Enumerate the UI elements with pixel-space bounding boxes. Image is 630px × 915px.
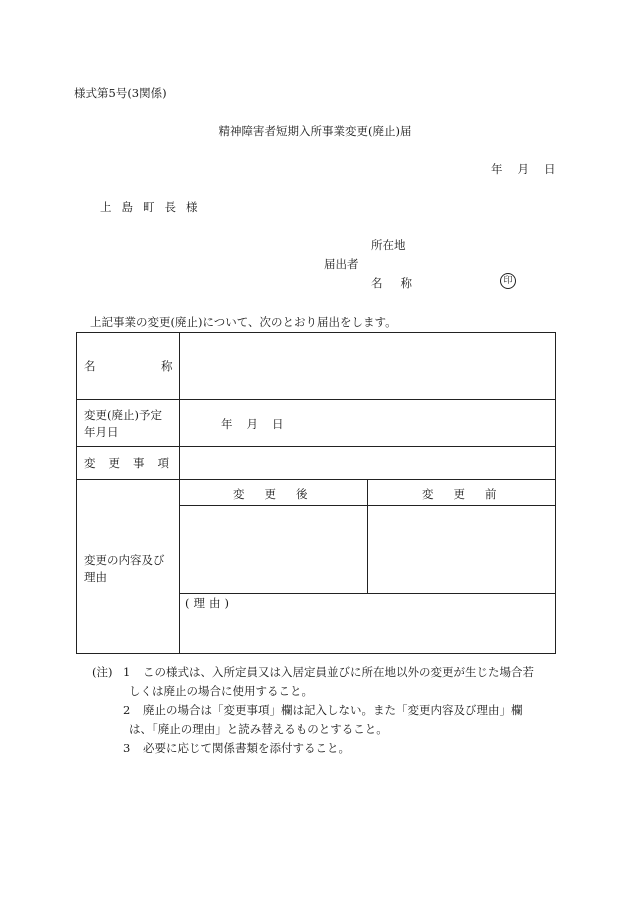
- label-column-divider: [179, 333, 180, 653]
- note-2-line-2: は、「廃止の理由」と読み替えるものとすること。: [129, 722, 388, 736]
- name-row-label-a: 名: [84, 359, 96, 373]
- date-year-label: 年: [491, 162, 503, 176]
- row-divider-2: [77, 446, 555, 447]
- intro-text: 上記事業の変更(廃止)について、次のとおり届出をします。: [90, 315, 397, 329]
- addressee: 上島町長様: [100, 200, 208, 214]
- note-1-line-2: しくは廃止の場合に使用すること。: [129, 684, 313, 698]
- scheduled-date-label-1: 変更(廃止)予定: [84, 408, 162, 422]
- reason-input[interactable]: [181, 613, 553, 651]
- scheduled-month-label: 月: [246, 417, 258, 431]
- reason-label: (理由): [185, 596, 233, 610]
- notes-prefix: (注): [92, 665, 113, 679]
- row-divider-3: [77, 479, 555, 480]
- reason-divider: [179, 593, 555, 594]
- change-item-label: 変更事項: [84, 456, 182, 470]
- applicant-name-label: 名称: [371, 276, 430, 290]
- scheduled-day-label: 日: [272, 417, 284, 431]
- change-form-table: [76, 332, 556, 654]
- seal-mark: 印: [500, 273, 516, 289]
- note-3-line-1: 必要に応じて関係書類を添付すること。: [143, 741, 350, 755]
- date-day-label: 日: [544, 162, 556, 176]
- note-3-number: 3: [123, 741, 131, 755]
- note-2-line-1: 廃止の場合は「変更事項」欄は記入しない。また「変更内容及び理由」欄: [143, 703, 523, 717]
- after-change-header: 変更後: [233, 487, 328, 501]
- content-label-2: 理由: [84, 570, 107, 584]
- document-title: 精神障害者短期入所事業変更(廃止)届: [218, 124, 412, 138]
- scheduled-year-label: 年: [221, 417, 233, 431]
- before-change-header: 変更前: [422, 487, 517, 501]
- name-row-label-b: 称: [161, 359, 173, 373]
- form-code: 様式第5号(3関係): [74, 86, 167, 100]
- scheduled-date-label-2: 年月日: [84, 425, 119, 439]
- scheduled-date-value[interactable]: [221, 416, 284, 432]
- note-1-line-1: この様式は、入所定員又は入居定員並びに所在地以外の変更が生じた場合若: [143, 665, 534, 679]
- date-month-label: 月: [517, 162, 529, 176]
- before-change-input[interactable]: [369, 507, 554, 592]
- change-item-input[interactable]: [181, 448, 553, 478]
- after-change-input[interactable]: [181, 507, 366, 592]
- content-label-1: 変更の内容及び: [84, 553, 165, 567]
- address-label: 所在地: [371, 238, 406, 252]
- submission-date: [491, 161, 556, 177]
- note-1-number: 1: [123, 665, 131, 679]
- notifier-label: 届出者: [324, 257, 359, 271]
- row-divider-1: [77, 399, 555, 400]
- note-2-number: 2: [123, 703, 131, 717]
- before-after-divider: [367, 479, 368, 593]
